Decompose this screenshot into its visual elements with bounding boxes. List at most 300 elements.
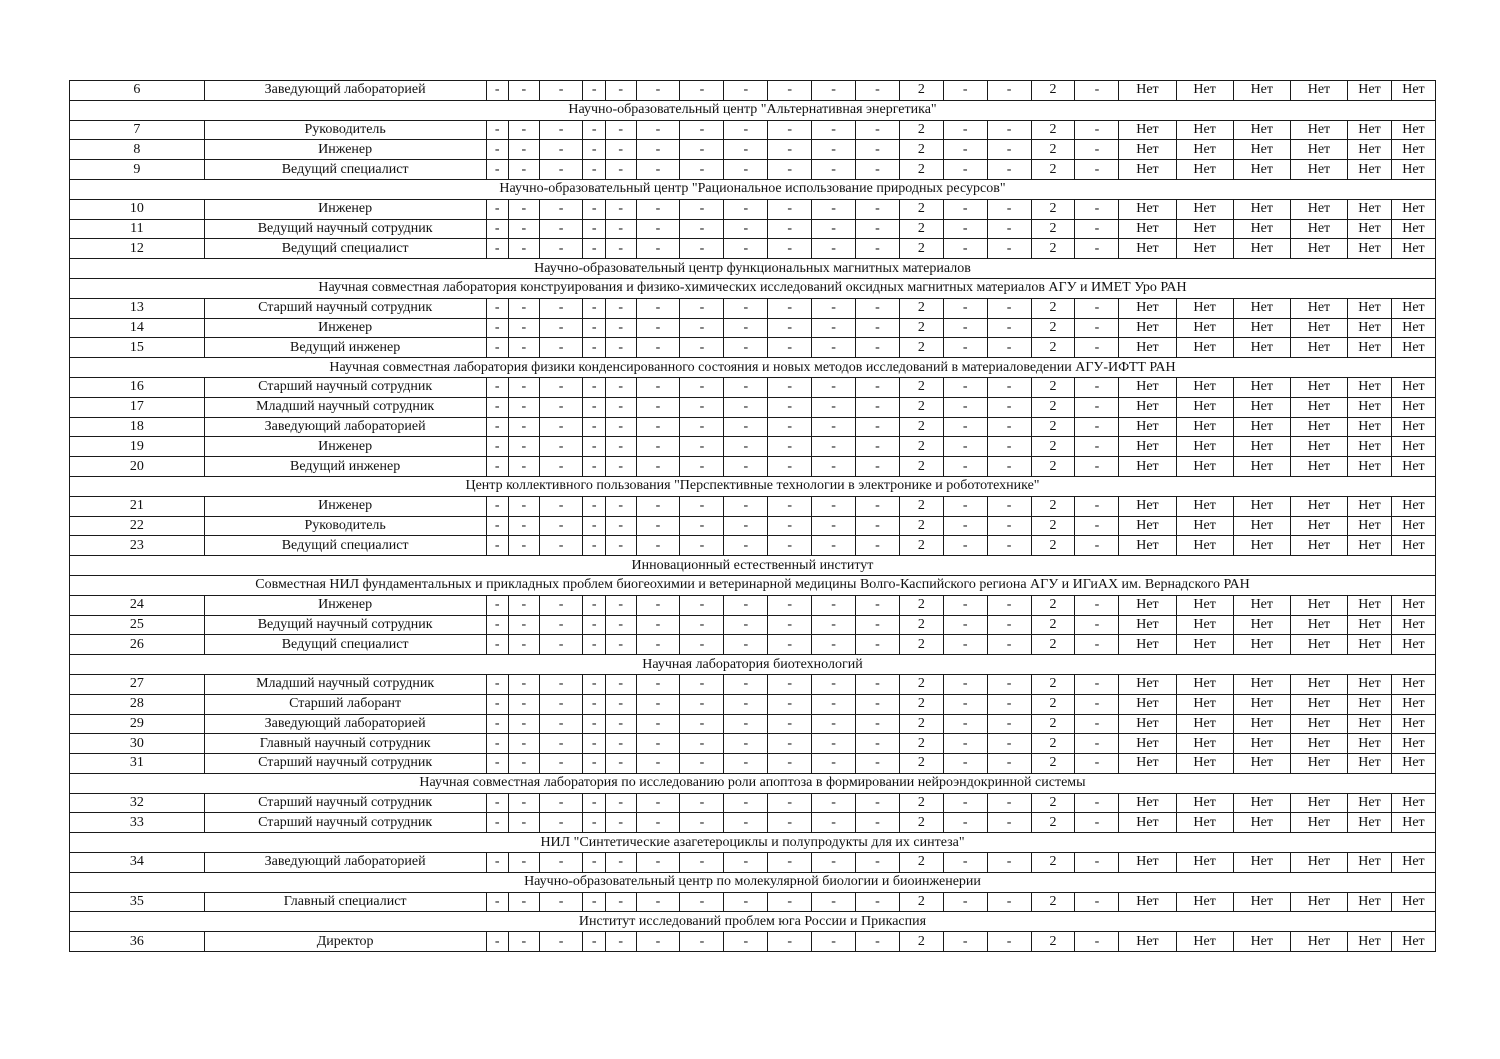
position-title: Инженер	[204, 318, 486, 338]
value-cell-dash: -	[486, 813, 508, 833]
value-cell-no: Нет	[1290, 635, 1347, 655]
value-cell-no: Нет	[1233, 219, 1290, 239]
value-cell-dash: -	[1075, 635, 1119, 655]
value-cell-no: Нет	[1233, 516, 1290, 536]
value-cell-no: Нет	[1290, 932, 1347, 952]
section-header-row	[70, 100, 1436, 120]
value-cell-no: Нет	[1119, 457, 1176, 477]
value-cell-no: Нет	[1290, 318, 1347, 338]
value-cell-no: Нет	[1391, 694, 1435, 714]
section-header-row	[70, 912, 1436, 932]
value-cell-no: Нет	[1233, 496, 1290, 516]
value-cell-2: 2	[1031, 417, 1075, 437]
value-cell-no: Нет	[1233, 694, 1290, 714]
value-cell-dash: -	[943, 377, 987, 397]
value-cell-dash: -	[486, 595, 508, 615]
value-cell-dash: -	[539, 219, 583, 239]
value-cell-no: Нет	[1348, 516, 1392, 536]
table-row	[70, 81, 1436, 101]
value-cell-no: Нет	[1119, 377, 1176, 397]
value-cell-dash: -	[605, 219, 636, 239]
value-cell-dash: -	[943, 160, 987, 180]
value-cell-no: Нет	[1233, 813, 1290, 833]
value-cell-dash: -	[724, 120, 768, 140]
value-cell-dash: -	[583, 714, 605, 734]
value-cell-no: Нет	[1290, 892, 1347, 912]
value-cell-no: Нет	[1391, 932, 1435, 952]
value-cell-dash: -	[943, 615, 987, 635]
table-row	[70, 635, 1436, 655]
value-cell-dash: -	[768, 457, 812, 477]
value-cell-dash: -	[724, 140, 768, 160]
value-cell-no: Нет	[1233, 615, 1290, 635]
value-cell-dash: -	[508, 516, 539, 536]
value-cell-dash: -	[539, 437, 583, 457]
value-cell-dash: -	[636, 635, 680, 655]
value-cell-2: 2	[1031, 536, 1075, 556]
value-cell-dash: -	[724, 754, 768, 774]
value-cell-dash: -	[508, 853, 539, 873]
value-cell-dash: -	[605, 239, 636, 259]
value-cell-dash: -	[508, 754, 539, 774]
position-title: Ведущий специалист	[204, 160, 486, 180]
value-cell-dash: -	[856, 853, 900, 873]
table-row	[70, 437, 1436, 457]
value-cell-no: Нет	[1176, 734, 1233, 754]
value-cell-dash: -	[486, 714, 508, 734]
value-cell-dash: -	[943, 793, 987, 813]
value-cell-2: 2	[1031, 892, 1075, 912]
value-cell-dash: -	[1075, 516, 1119, 536]
value-cell-no: Нет	[1233, 457, 1290, 477]
value-cell-dash: -	[724, 635, 768, 655]
value-cell-no: Нет	[1290, 120, 1347, 140]
position-title: Ведущий научный сотрудник	[204, 219, 486, 239]
value-cell-dash: -	[486, 892, 508, 912]
value-cell-dash: -	[508, 397, 539, 417]
value-cell-dash: -	[605, 615, 636, 635]
value-cell-dash: -	[605, 140, 636, 160]
value-cell-dash: -	[539, 615, 583, 635]
value-cell-dash: -	[987, 377, 1031, 397]
value-cell-no: Нет	[1233, 793, 1290, 813]
row-number: 14	[70, 318, 205, 338]
value-cell-dash: -	[768, 318, 812, 338]
section-title: Совместная НИЛ фундаментальных и прикладных проблем биогеохимии и ветеринарной медицины Волго-Каспийского региона АГУ и ИГиАХ им. Вернадского РАН	[70, 575, 1436, 595]
row-number: 26	[70, 635, 205, 655]
value-cell-dash: -	[636, 199, 680, 219]
value-cell-dash: -	[486, 615, 508, 635]
value-cell-dash: -	[856, 298, 900, 318]
value-cell-no: Нет	[1233, 932, 1290, 952]
value-cell-no: Нет	[1119, 437, 1176, 457]
value-cell-dash: -	[812, 457, 856, 477]
value-cell-2: 2	[1031, 615, 1075, 635]
value-cell-dash: -	[1075, 318, 1119, 338]
value-cell-dash: -	[539, 516, 583, 536]
value-cell-dash: -	[680, 813, 724, 833]
value-cell-2: 2	[1031, 853, 1075, 873]
row-number: 33	[70, 813, 205, 833]
value-cell-no: Нет	[1290, 496, 1347, 516]
value-cell-dash: -	[724, 437, 768, 457]
value-cell-dash: -	[724, 932, 768, 952]
value-cell-dash: -	[943, 239, 987, 259]
value-cell-dash: -	[486, 457, 508, 477]
value-cell-dash: -	[1075, 813, 1119, 833]
value-cell-no: Нет	[1290, 813, 1347, 833]
value-cell-no: Нет	[1348, 397, 1392, 417]
value-cell-dash: -	[812, 338, 856, 358]
value-cell-dash: -	[812, 496, 856, 516]
value-cell-dash: -	[508, 81, 539, 101]
value-cell-dash: -	[987, 635, 1031, 655]
position-title: Заведующий лабораторией	[204, 853, 486, 873]
value-cell-dash: -	[680, 714, 724, 734]
value-cell-dash: -	[943, 813, 987, 833]
value-cell-dash: -	[768, 892, 812, 912]
value-cell-dash: -	[768, 437, 812, 457]
value-cell-dash: -	[856, 199, 900, 219]
value-cell-dash: -	[768, 338, 812, 358]
value-cell-dash: -	[605, 694, 636, 714]
value-cell-dash: -	[812, 615, 856, 635]
value-cell-dash: -	[486, 694, 508, 714]
row-number: 18	[70, 417, 205, 437]
value-cell-no: Нет	[1176, 160, 1233, 180]
row-number: 27	[70, 674, 205, 694]
value-cell-dash: -	[605, 813, 636, 833]
value-cell-dash: -	[508, 417, 539, 437]
value-cell-dash: -	[680, 397, 724, 417]
value-cell-dash: -	[768, 694, 812, 714]
value-cell-dash: -	[636, 457, 680, 477]
value-cell-dash: -	[1075, 853, 1119, 873]
value-cell-dash: -	[812, 199, 856, 219]
value-cell-dash: -	[680, 892, 724, 912]
value-cell-no: Нет	[1119, 397, 1176, 417]
value-cell-dash: -	[724, 536, 768, 556]
value-cell-dash: -	[539, 239, 583, 259]
value-cell-dash: -	[636, 239, 680, 259]
position-title: Инженер	[204, 140, 486, 160]
value-cell-dash: -	[812, 298, 856, 318]
value-cell-2: 2	[899, 615, 943, 635]
value-cell-2: 2	[899, 793, 943, 813]
value-cell-dash: -	[486, 219, 508, 239]
value-cell-no: Нет	[1348, 377, 1392, 397]
value-cell-no: Нет	[1119, 496, 1176, 516]
value-cell-dash: -	[605, 160, 636, 180]
value-cell-2: 2	[1031, 595, 1075, 615]
value-cell-dash: -	[812, 120, 856, 140]
value-cell-no: Нет	[1119, 615, 1176, 635]
value-cell-dash: -	[987, 81, 1031, 101]
position-title: Младший научный сотрудник	[204, 397, 486, 417]
value-cell-dash: -	[812, 674, 856, 694]
position-title: Старший научный сотрудник	[204, 813, 486, 833]
value-cell-dash: -	[680, 516, 724, 536]
value-cell-no: Нет	[1391, 635, 1435, 655]
value-cell-dash: -	[1075, 298, 1119, 318]
value-cell-dash: -	[583, 318, 605, 338]
value-cell-no: Нет	[1233, 160, 1290, 180]
value-cell-dash: -	[680, 120, 724, 140]
value-cell-dash: -	[486, 674, 508, 694]
value-cell-dash: -	[605, 338, 636, 358]
value-cell-dash: -	[943, 140, 987, 160]
position-title: Ведущий инженер	[204, 338, 486, 358]
value-cell-no: Нет	[1176, 793, 1233, 813]
value-cell-dash: -	[724, 199, 768, 219]
value-cell-dash: -	[605, 853, 636, 873]
value-cell-dash: -	[943, 457, 987, 477]
value-cell-no: Нет	[1391, 615, 1435, 635]
value-cell-no: Нет	[1348, 160, 1392, 180]
value-cell-dash: -	[680, 219, 724, 239]
value-cell-dash: -	[583, 536, 605, 556]
value-cell-dash: -	[636, 417, 680, 437]
value-cell-dash: -	[724, 298, 768, 318]
value-cell-dash: -	[508, 793, 539, 813]
value-cell-no: Нет	[1119, 892, 1176, 912]
value-cell-dash: -	[768, 377, 812, 397]
table-row	[70, 694, 1436, 714]
value-cell-no: Нет	[1233, 199, 1290, 219]
value-cell-dash: -	[680, 674, 724, 694]
value-cell-dash: -	[856, 338, 900, 358]
value-cell-no: Нет	[1176, 635, 1233, 655]
value-cell-2: 2	[899, 853, 943, 873]
value-cell-dash: -	[724, 734, 768, 754]
value-cell-dash: -	[943, 536, 987, 556]
value-cell-2: 2	[1031, 160, 1075, 180]
value-cell-dash: -	[636, 536, 680, 556]
value-cell-dash: -	[1075, 595, 1119, 615]
value-cell-no: Нет	[1233, 754, 1290, 774]
value-cell-dash: -	[724, 160, 768, 180]
value-cell-dash: -	[768, 734, 812, 754]
value-cell-2: 2	[899, 496, 943, 516]
value-cell-dash: -	[724, 892, 768, 912]
value-cell-2: 2	[899, 81, 943, 101]
value-cell-dash: -	[605, 298, 636, 318]
value-cell-dash: -	[680, 595, 724, 615]
value-cell-no: Нет	[1176, 140, 1233, 160]
value-cell-dash: -	[636, 338, 680, 358]
value-cell-dash: -	[856, 595, 900, 615]
value-cell-dash: -	[583, 397, 605, 417]
value-cell-dash: -	[583, 239, 605, 259]
row-number: 25	[70, 615, 205, 635]
value-cell-no: Нет	[1348, 892, 1392, 912]
value-cell-2: 2	[899, 457, 943, 477]
value-cell-dash: -	[605, 793, 636, 813]
value-cell-dash: -	[856, 674, 900, 694]
value-cell-dash: -	[583, 635, 605, 655]
value-cell-dash: -	[1075, 338, 1119, 358]
value-cell-dash: -	[812, 140, 856, 160]
value-cell-dash: -	[768, 81, 812, 101]
value-cell-dash: -	[856, 318, 900, 338]
value-cell-dash: -	[943, 714, 987, 734]
value-cell-no: Нет	[1233, 377, 1290, 397]
value-cell-no: Нет	[1233, 734, 1290, 754]
value-cell-dash: -	[508, 674, 539, 694]
value-cell-dash: -	[680, 417, 724, 437]
value-cell-dash: -	[636, 496, 680, 516]
value-cell-dash: -	[1075, 674, 1119, 694]
value-cell-dash: -	[605, 377, 636, 397]
value-cell-no: Нет	[1119, 536, 1176, 556]
value-cell-dash: -	[812, 932, 856, 952]
value-cell-no: Нет	[1348, 793, 1392, 813]
value-cell-2: 2	[1031, 674, 1075, 694]
value-cell-no: Нет	[1348, 714, 1392, 734]
value-cell-dash: -	[486, 417, 508, 437]
value-cell-2: 2	[1031, 516, 1075, 536]
value-cell-no: Нет	[1119, 120, 1176, 140]
value-cell-dash: -	[724, 813, 768, 833]
row-number: 8	[70, 140, 205, 160]
value-cell-dash: -	[812, 81, 856, 101]
value-cell-no: Нет	[1176, 754, 1233, 774]
table-row	[70, 140, 1436, 160]
section-header-row	[70, 278, 1436, 298]
value-cell-dash: -	[539, 160, 583, 180]
value-cell-dash: -	[605, 318, 636, 338]
value-cell-dash: -	[583, 853, 605, 873]
row-number: 28	[70, 694, 205, 714]
row-number: 17	[70, 397, 205, 417]
value-cell-dash: -	[724, 318, 768, 338]
value-cell-dash: -	[486, 160, 508, 180]
value-cell-dash: -	[768, 199, 812, 219]
value-cell-dash: -	[812, 239, 856, 259]
value-cell-dash: -	[605, 714, 636, 734]
value-cell-no: Нет	[1119, 932, 1176, 952]
section-header-row	[70, 358, 1436, 378]
value-cell-dash: -	[856, 536, 900, 556]
value-cell-no: Нет	[1119, 219, 1176, 239]
value-cell-dash: -	[583, 219, 605, 239]
value-cell-no: Нет	[1290, 734, 1347, 754]
value-cell-dash: -	[987, 338, 1031, 358]
value-cell-dash: -	[987, 892, 1031, 912]
value-cell-no: Нет	[1348, 199, 1392, 219]
value-cell-dash: -	[680, 298, 724, 318]
value-cell-dash: -	[636, 754, 680, 774]
value-cell-dash: -	[943, 516, 987, 536]
value-cell-no: Нет	[1119, 318, 1176, 338]
value-cell-dash: -	[605, 437, 636, 457]
value-cell-2: 2	[1031, 694, 1075, 714]
value-cell-dash: -	[1075, 239, 1119, 259]
table-row	[70, 199, 1436, 219]
value-cell-dash: -	[856, 615, 900, 635]
value-cell-dash: -	[987, 417, 1031, 437]
value-cell-no: Нет	[1233, 536, 1290, 556]
value-cell-dash: -	[812, 536, 856, 556]
value-cell-dash: -	[508, 377, 539, 397]
value-cell-dash: -	[508, 298, 539, 318]
table-row	[70, 714, 1436, 734]
value-cell-no: Нет	[1119, 595, 1176, 615]
value-cell-no: Нет	[1176, 457, 1233, 477]
value-cell-dash: -	[508, 338, 539, 358]
value-cell-no: Нет	[1348, 140, 1392, 160]
value-cell-no: Нет	[1233, 417, 1290, 437]
value-cell-no: Нет	[1119, 674, 1176, 694]
section-title: Научно-образовательный центр по молекулярной биологии и биоинженерии	[70, 872, 1436, 892]
value-cell-no: Нет	[1290, 239, 1347, 259]
value-cell-dash: -	[1075, 714, 1119, 734]
value-cell-no: Нет	[1348, 496, 1392, 516]
section-header-row	[70, 833, 1436, 853]
table-row	[70, 219, 1436, 239]
value-cell-no: Нет	[1391, 892, 1435, 912]
value-cell-dash: -	[583, 892, 605, 912]
value-cell-no: Нет	[1176, 595, 1233, 615]
value-cell-no: Нет	[1119, 516, 1176, 536]
value-cell-no: Нет	[1391, 298, 1435, 318]
value-cell-2: 2	[1031, 318, 1075, 338]
section-title: Научная совместная лаборатория физики конденсированного состояния и новых методов исследований в материаловедении АГУ-ИФТТ РАН	[70, 358, 1436, 378]
value-cell-dash: -	[724, 219, 768, 239]
value-cell-2: 2	[899, 516, 943, 536]
value-cell-dash: -	[539, 417, 583, 437]
value-cell-dash: -	[680, 437, 724, 457]
section-title: Центр коллективного пользования "Перспективные технологии в электронике и робототехнике"	[70, 476, 1436, 496]
value-cell-dash: -	[943, 932, 987, 952]
value-cell-2: 2	[899, 734, 943, 754]
position-title: Старший лаборант	[204, 694, 486, 714]
value-cell-dash: -	[987, 793, 1031, 813]
value-cell-dash: -	[1075, 140, 1119, 160]
value-cell-dash: -	[680, 694, 724, 714]
value-cell-2: 2	[899, 754, 943, 774]
table-row	[70, 377, 1436, 397]
value-cell-dash: -	[508, 734, 539, 754]
value-cell-dash: -	[1075, 754, 1119, 774]
value-cell-dash: -	[636, 674, 680, 694]
value-cell-no: Нет	[1391, 219, 1435, 239]
value-cell-dash: -	[636, 694, 680, 714]
value-cell-dash: -	[812, 813, 856, 833]
value-cell-no: Нет	[1348, 853, 1392, 873]
value-cell-no: Нет	[1233, 714, 1290, 734]
value-cell-2: 2	[899, 397, 943, 417]
value-cell-dash: -	[943, 199, 987, 219]
value-cell-dash: -	[636, 120, 680, 140]
value-cell-dash: -	[636, 81, 680, 101]
value-cell-dash: -	[724, 595, 768, 615]
value-cell-dash: -	[539, 694, 583, 714]
value-cell-no: Нет	[1391, 160, 1435, 180]
value-cell-2: 2	[1031, 120, 1075, 140]
value-cell-2: 2	[899, 377, 943, 397]
value-cell-dash: -	[768, 298, 812, 318]
value-cell-dash: -	[583, 615, 605, 635]
value-cell-dash: -	[486, 397, 508, 417]
value-cell-dash: -	[605, 120, 636, 140]
value-cell-dash: -	[508, 457, 539, 477]
value-cell-dash: -	[486, 734, 508, 754]
value-cell-dash: -	[856, 377, 900, 397]
value-cell-dash: -	[583, 160, 605, 180]
value-cell-dash: -	[583, 457, 605, 477]
row-number: 30	[70, 734, 205, 754]
